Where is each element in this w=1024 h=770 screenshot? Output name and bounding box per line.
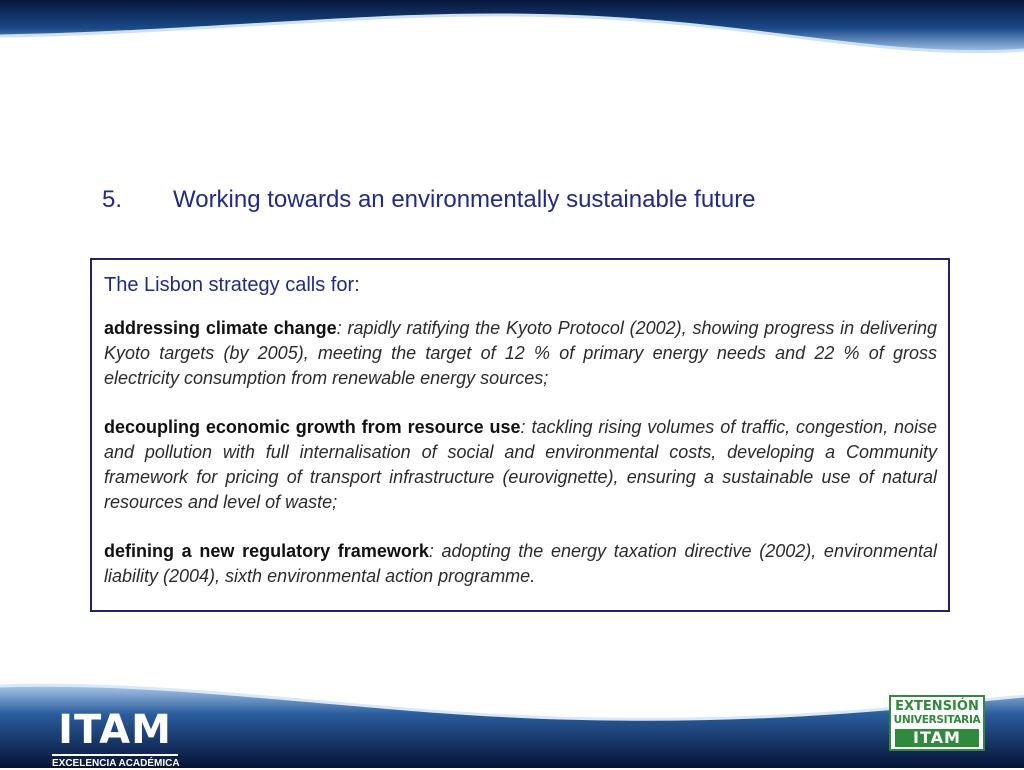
itam-logo-rule — [52, 754, 178, 756]
extension-universitaria-badge — [889, 695, 985, 751]
heading-text: Working towards an environmentally sustainable future — [173, 186, 756, 213]
top-wave-decoration — [0, 0, 1024, 70]
paragraph-regulatory-framework — [104, 539, 937, 589]
paragraph-climate-change — [104, 316, 937, 391]
paragraph-text: : adopting the energy taxation directive (2002), environmental liability (2004), sixth environmental action programme. — [104, 541, 937, 586]
badge-line-1: EXTENSIÓN — [895, 699, 979, 714]
itam-logo-tagline: EXCELENCIA ACADÉMICA — [52, 758, 180, 769]
content-box — [90, 258, 950, 612]
itam-logo-wordmark: ITAM — [58, 707, 172, 753]
slide-heading — [102, 186, 756, 214]
paragraph-text: : rapidly ratifying the Kyoto Protocol (2002), showing progress in delivering Kyoto targets (by 2005), meeting the target of 12 % of primary energy needs and 22 % of gross electricity consumption from renewable energy sources; — [104, 318, 937, 388]
paragraph-lead: defining a new regulatory framework — [104, 541, 429, 561]
paragraph-lead: addressing climate change — [104, 318, 337, 338]
paragraph-lead: decoupling economic growth from resource use — [104, 417, 521, 437]
paragraph-text: : tackling rising volumes of traffic, congestion, noise and pollution with full internalisation of social and environmental costs, developing a Community framework for pricing of transport infrastructure (eurovignette), ensuring a sustainable use of natural resources and level of waste; — [104, 417, 937, 512]
heading-number: 5. — [102, 186, 123, 213]
box-title: The Lisbon strategy calls for: — [104, 274, 360, 296]
itam-logo — [50, 708, 180, 768]
badge-line-3: ITAM — [895, 729, 979, 747]
badge-line-2: UNIVERSITARIA — [893, 714, 981, 726]
paragraph-decoupling — [104, 415, 937, 515]
